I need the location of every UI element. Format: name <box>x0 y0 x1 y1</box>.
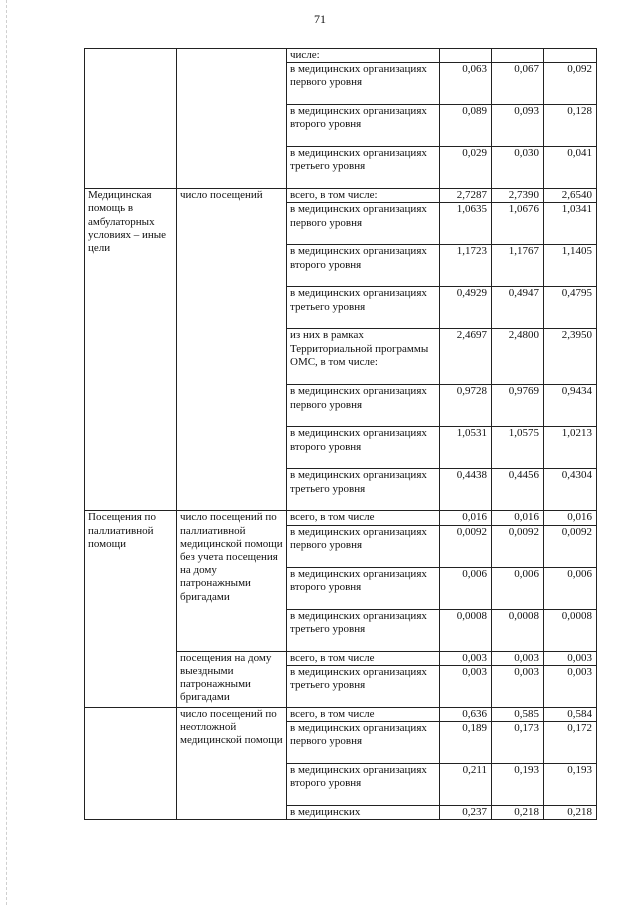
value-cell-1: 1,0635 <box>440 203 492 245</box>
value-cell-3: 2,3950 <box>544 329 597 385</box>
table-row <box>85 707 597 721</box>
value-cell-3: 0,218 <box>544 806 597 820</box>
value-cell-3: 0,4795 <box>544 287 597 329</box>
indicator-cell: число посещений <box>177 189 287 511</box>
row-label-cell: из них в рамках Территориальной программы ОМС, в том числе: <box>287 329 440 385</box>
value-cell-1: 0,006 <box>440 567 492 609</box>
value-cell-1: 2,4697 <box>440 329 492 385</box>
row-label-cell: в медицинских организациях третьего уровня <box>287 469 440 511</box>
value-cell-3 <box>544 49 597 63</box>
value-cell-1: 0,211 <box>440 764 492 806</box>
value-cell-3: 0,128 <box>544 105 597 147</box>
indicator-cell <box>177 49 287 189</box>
indicator-cell: число посещений по неотложной медицинской помощи <box>177 707 287 819</box>
row-label-cell: в медицинских организациях первого уровня <box>287 385 440 427</box>
binding-margin-line <box>6 0 7 905</box>
value-cell-2: 1,0676 <box>492 203 544 245</box>
value-cell-2: 0,003 <box>492 651 544 665</box>
row-label-cell: в медицинских организациях первого уровня <box>287 63 440 105</box>
value-cell-2: 1,0575 <box>492 427 544 469</box>
category-cell <box>85 49 177 189</box>
value-cell-1: 0,016 <box>440 511 492 525</box>
value-cell-2: 0,003 <box>492 665 544 707</box>
value-cell-2: 0,067 <box>492 63 544 105</box>
value-cell-3: 0,9434 <box>544 385 597 427</box>
value-cell-3: 0,092 <box>544 63 597 105</box>
row-label-cell: в медицинских организациях первого уровня <box>287 722 440 764</box>
row-label-cell: в медицинских организациях третьего уровня <box>287 665 440 707</box>
table-row <box>85 511 597 525</box>
row-label-cell: в медицинских организациях второго уровня <box>287 764 440 806</box>
value-cell-3: 2,6540 <box>544 189 597 203</box>
value-cell-1: 0,636 <box>440 707 492 721</box>
row-label-cell: в медицинских организациях второго уровня <box>287 105 440 147</box>
value-cell-3: 0,016 <box>544 511 597 525</box>
value-cell-1: 0,9728 <box>440 385 492 427</box>
value-cell-2: 0,218 <box>492 806 544 820</box>
value-cell-2: 0,016 <box>492 511 544 525</box>
value-cell-3: 1,0213 <box>544 427 597 469</box>
value-cell-2: 1,1767 <box>492 245 544 287</box>
value-cell-2: 2,4800 <box>492 329 544 385</box>
value-cell-1: 0,237 <box>440 806 492 820</box>
value-cell-1: 0,003 <box>440 665 492 707</box>
value-cell-2: 0,9769 <box>492 385 544 427</box>
value-cell-1: 1,0531 <box>440 427 492 469</box>
row-label-cell: всего, в том числе <box>287 651 440 665</box>
value-cell-3: 0,193 <box>544 764 597 806</box>
value-cell-2: 0,0092 <box>492 525 544 567</box>
value-cell-1: 0,189 <box>440 722 492 764</box>
row-label-cell: в медицинских организациях второго уровня <box>287 427 440 469</box>
value-cell-1: 1,1723 <box>440 245 492 287</box>
value-cell-2: 0,093 <box>492 105 544 147</box>
value-cell-2: 0,006 <box>492 567 544 609</box>
value-cell-3: 0,172 <box>544 722 597 764</box>
value-cell-3: 0,0008 <box>544 609 597 651</box>
row-label-cell: в медицинских организациях третьего уровня <box>287 287 440 329</box>
row-label-cell: всего, в том числе: <box>287 189 440 203</box>
value-cell-3: 1,0341 <box>544 203 597 245</box>
value-cell-2: 0,193 <box>492 764 544 806</box>
row-label-cell: всего, в том числе <box>287 511 440 525</box>
value-cell-1: 0,063 <box>440 63 492 105</box>
value-cell-2: 0,173 <box>492 722 544 764</box>
row-label-cell: всего, в том числе <box>287 707 440 721</box>
value-cell-1: 2,7287 <box>440 189 492 203</box>
value-cell-3: 0,4304 <box>544 469 597 511</box>
value-cell-1: 0,0092 <box>440 525 492 567</box>
value-cell-1: 0,0008 <box>440 609 492 651</box>
value-cell-1: 0,4929 <box>440 287 492 329</box>
page-number: 71 <box>314 12 326 26</box>
row-label-cell: в медицинских организациях второго уровня <box>287 245 440 287</box>
row-label-cell: в медицинских организациях второго уровня <box>287 567 440 609</box>
value-cell-1: 0,003 <box>440 651 492 665</box>
value-cell-3: 0,003 <box>544 665 597 707</box>
value-cell-3: 0,041 <box>544 147 597 189</box>
row-label-cell: в медицинских организациях третьего уровня <box>287 609 440 651</box>
value-cell-2: 0,030 <box>492 147 544 189</box>
value-cell-2: 2,7390 <box>492 189 544 203</box>
row-label-cell: в медицинских организациях третьего уровня <box>287 147 440 189</box>
value-cell-1: 0,4438 <box>440 469 492 511</box>
category-cell: Посещения по паллиативной помощи <box>85 511 177 707</box>
value-cell-3: 0,003 <box>544 651 597 665</box>
data-table <box>84 48 597 820</box>
value-cell-3: 1,1405 <box>544 245 597 287</box>
value-cell-3: 0,006 <box>544 567 597 609</box>
value-cell-1: 0,029 <box>440 147 492 189</box>
value-cell-2: 0,585 <box>492 707 544 721</box>
value-cell-3: 0,584 <box>544 707 597 721</box>
indicator-cell: число посещений по паллиативной медицинской помощи без учета посещения на дому патронажными бригадами <box>177 511 287 651</box>
category-cell <box>85 707 177 819</box>
table-row <box>85 189 597 203</box>
table-row <box>85 49 597 63</box>
value-cell-2: 0,0008 <box>492 609 544 651</box>
row-label-cell: числе: <box>287 49 440 63</box>
value-cell-2: 0,4456 <box>492 469 544 511</box>
value-cell-1 <box>440 49 492 63</box>
value-cell-2: 0,4947 <box>492 287 544 329</box>
row-label-cell: в медицинских организациях первого уровня <box>287 203 440 245</box>
value-cell-1: 0,089 <box>440 105 492 147</box>
value-cell-3: 0,0092 <box>544 525 597 567</box>
row-label-cell: в медицинских организациях первого уровня <box>287 525 440 567</box>
indicator-cell: посещения на дому выездными патронажными бригадами <box>177 651 287 707</box>
row-label-cell: в медицинских <box>287 806 440 820</box>
category-cell: Медицинская помощь в амбулаторных условиях – иные цели <box>85 189 177 511</box>
value-cell-2 <box>492 49 544 63</box>
